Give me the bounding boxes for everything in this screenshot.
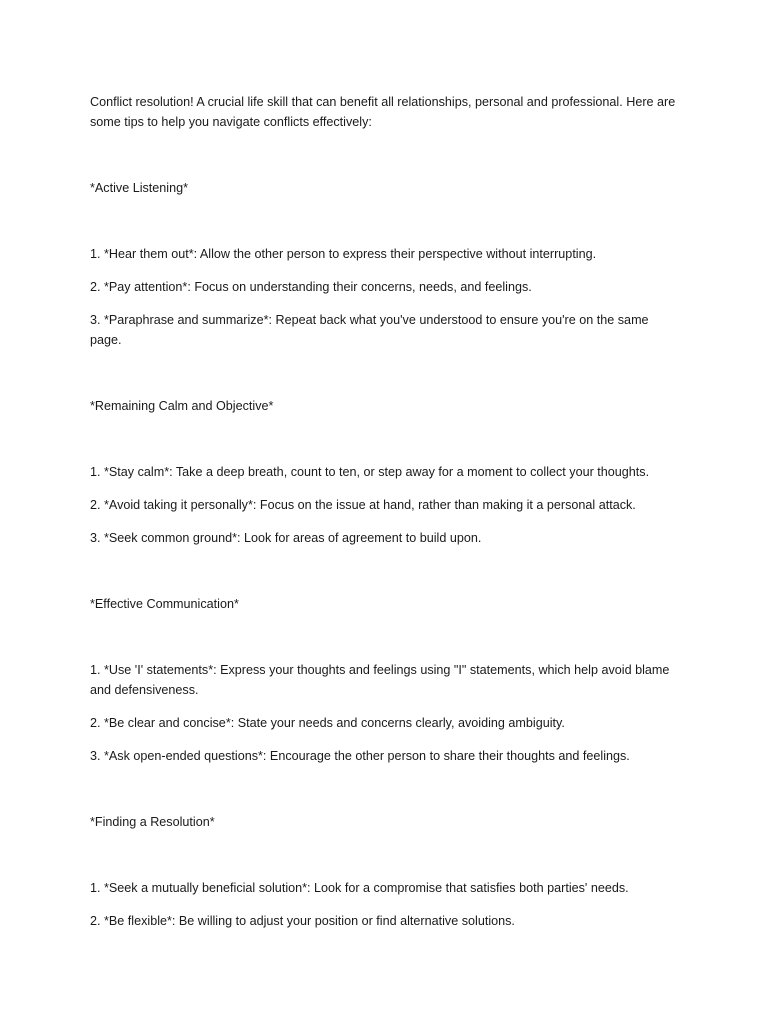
section-heading-active-listening: *Active Listening* (90, 181, 189, 195)
list-item: 1. *Use 'I' statements*: Express your thoughts and feelings using "I" statements, which help avoid blame and defensiveness. (90, 663, 670, 697)
list-item: 2. *Pay attention*: Focus on understanding their concerns, needs, and feelings. (90, 280, 532, 294)
document-body (90, 92, 682, 944)
list-item: 2. *Avoid taking it personally*: Focus on the issue at hand, rather than making it a personal attack. (90, 498, 636, 512)
list-item: 1. *Stay calm*: Take a deep breath, count to ten, or step away for a moment to collect your thoughts. (90, 465, 650, 479)
list-item: 3. *Seek common ground*: Look for areas of agreement to build upon. (90, 531, 482, 545)
section-heading-remaining-calm: *Remaining Calm and Objective* (90, 399, 274, 413)
section-heading-effective-communication: *Effective Communication* (90, 597, 239, 611)
section-heading-finding-resolution: *Finding a Resolution* (90, 815, 215, 829)
list-item: 1. *Seek a mutually beneficial solution*: Look for a compromise that satisfies both parties' needs. (90, 881, 629, 895)
intro-paragraph: Conflict resolution! A crucial life skill that can benefit all relationships, personal and professional. Here are some tips to help you navigate conflicts effectively: (90, 95, 676, 129)
list-item: 1. *Hear them out*: Allow the other person to express their perspective without interrupting. (90, 247, 597, 261)
list-item: 3. *Paraphrase and summarize*: Repeat back what you've understood to ensure you're on the same page. (90, 313, 649, 347)
list-item: 2. *Be clear and concise*: State your needs and concerns clearly, avoiding ambiguity. (90, 716, 565, 730)
list-item: 3. *Ask open-ended questions*: Encourage the other person to share their thoughts and feelings. (90, 749, 630, 763)
list-item: 2. *Be flexible*: Be willing to adjust your position or find alternative solutions. (90, 914, 515, 928)
